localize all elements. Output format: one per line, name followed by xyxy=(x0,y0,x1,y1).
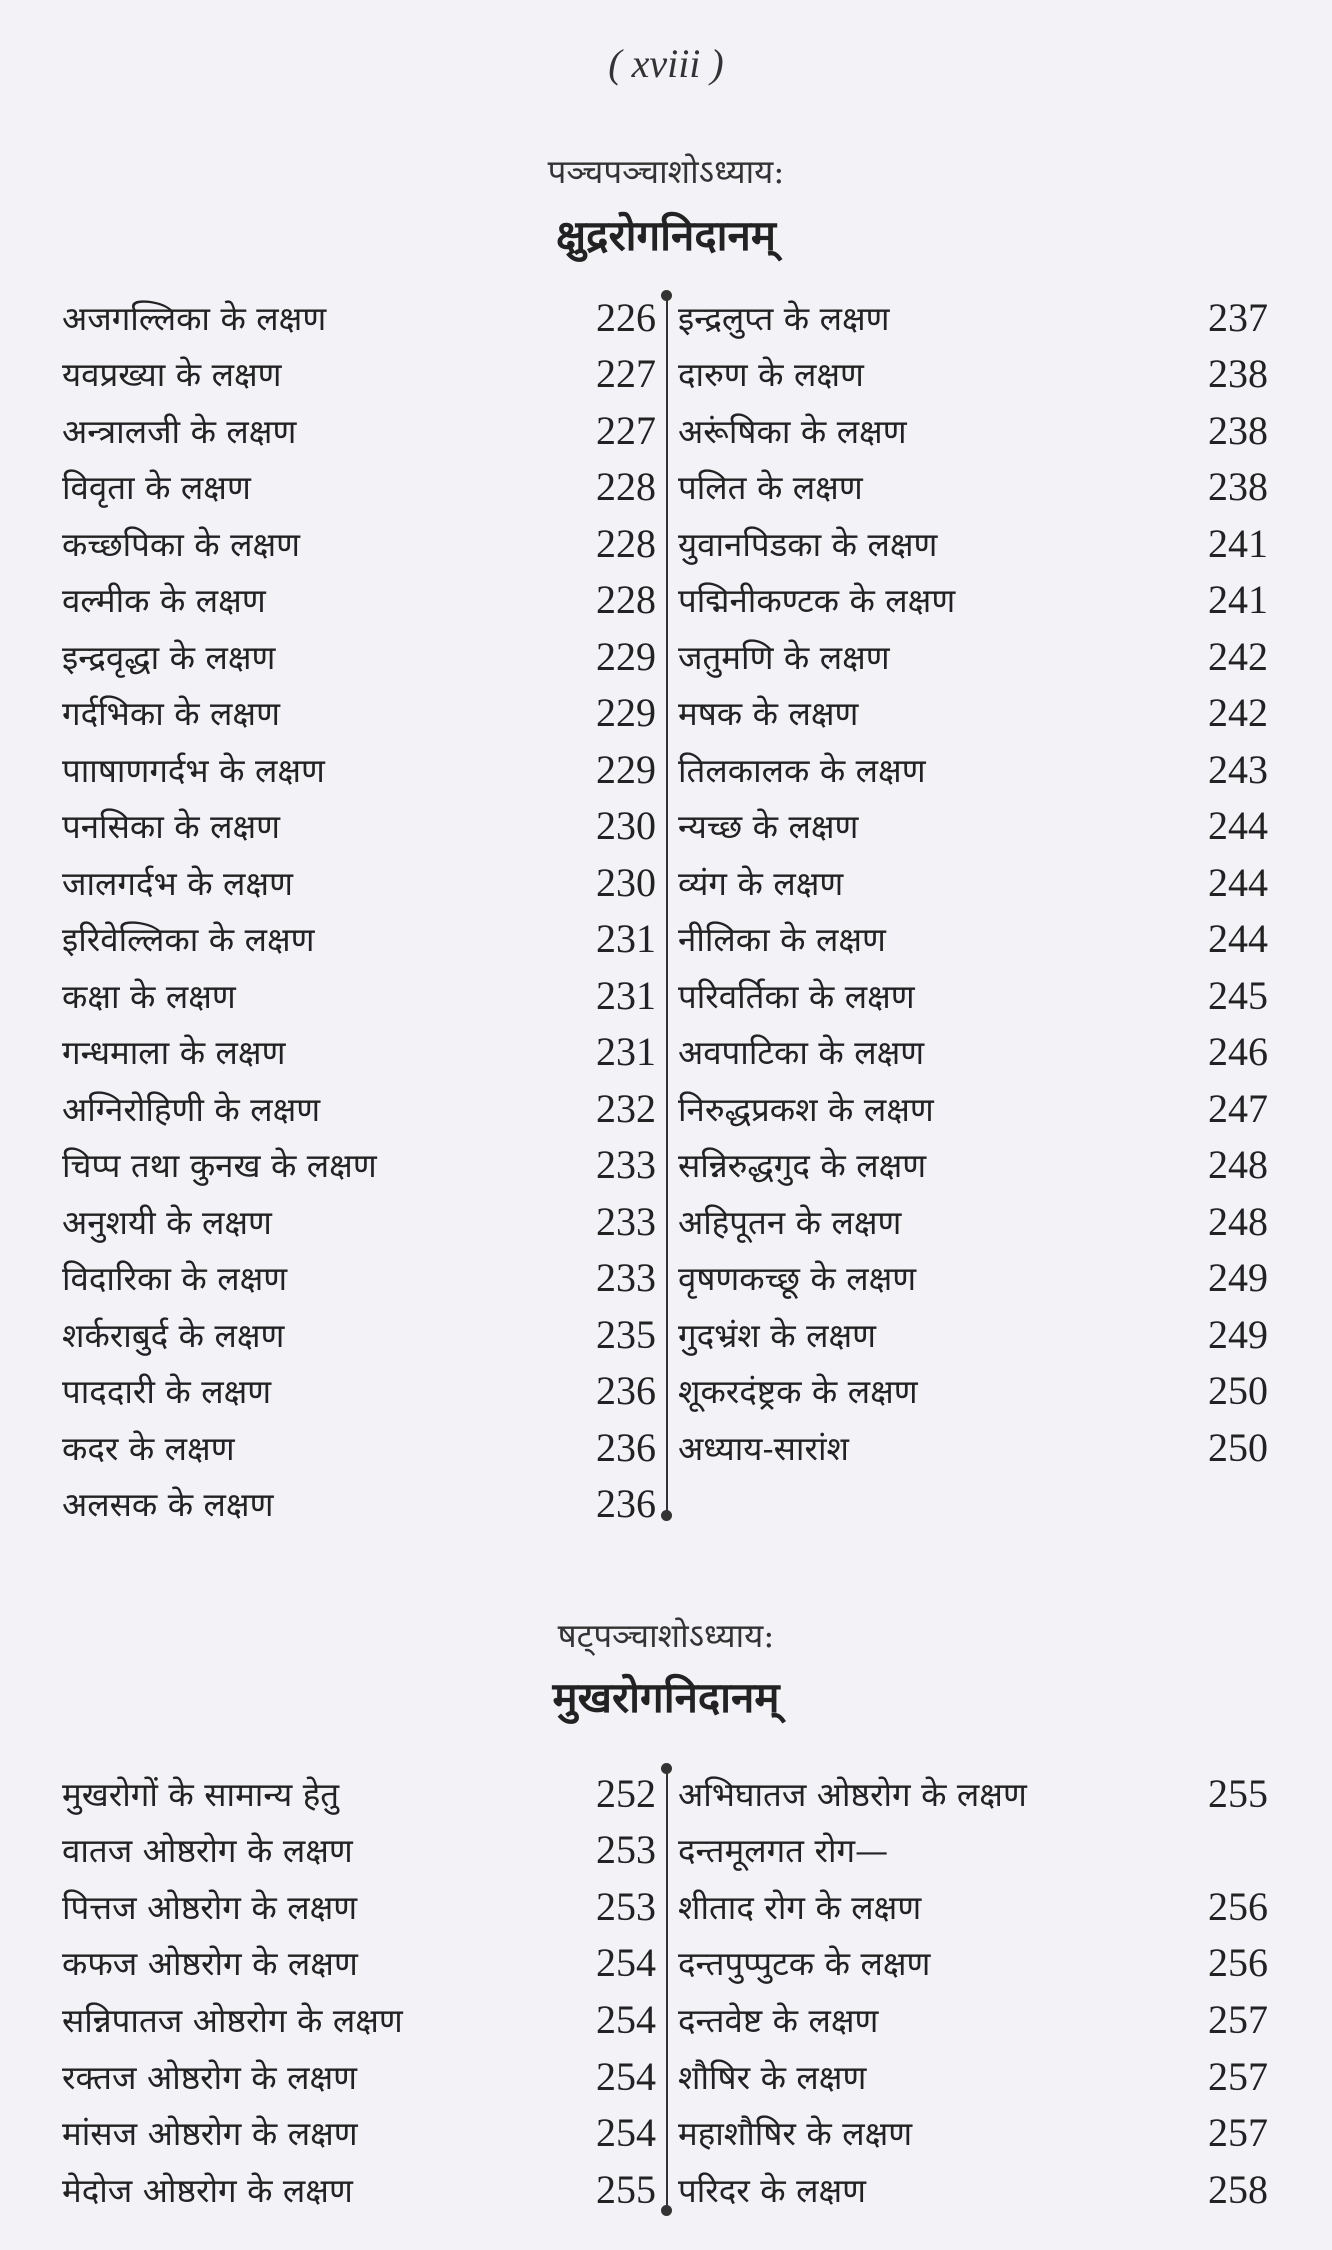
toc-entry xyxy=(62,1083,656,1133)
toc-entry-page: 247 xyxy=(1208,1085,1268,1131)
toc-entry-title: पनसिका के लक्षण xyxy=(62,807,281,846)
toc-entry-title: रक्तज ओष्ठरोग के लक्षण xyxy=(62,2057,358,2097)
toc-entry xyxy=(678,518,1268,568)
toc-entry-page: 252 xyxy=(596,1770,656,1816)
toc-entry xyxy=(678,1422,1268,1472)
toc-entry xyxy=(678,462,1268,512)
column-divider xyxy=(666,1768,668,2210)
toc-entry-page: 230 xyxy=(596,803,656,848)
toc-entry-page: 242 xyxy=(1208,633,1268,679)
toc-entry-title: युवानपिडका के लक्षण xyxy=(678,524,938,564)
toc-entry-page: 226 xyxy=(596,294,656,340)
toc-entry-page: 227 xyxy=(596,351,656,396)
toc-entry-page: 258 xyxy=(1208,2166,1268,2212)
toc-entry-page: 254 xyxy=(596,1996,656,2042)
toc-entry-title: कक्षा के लक्षण xyxy=(62,976,236,1016)
toc-entry-page: 231 xyxy=(596,1029,656,1074)
toc-entry-title: इन्द्रलुप्त के लक्षण xyxy=(678,298,890,338)
toc-entry xyxy=(62,970,656,1020)
toc-entry-title: जतुमणि के लक्षण xyxy=(678,637,890,677)
toc-entry-page: 236 xyxy=(596,1368,656,1413)
toc-entry-title: वल्मीक के लक्षण xyxy=(62,581,266,620)
toc-entry-page: 250 xyxy=(1208,1424,1268,1470)
toc-entry xyxy=(678,349,1268,399)
toc-entry-page: 244 xyxy=(1208,916,1268,961)
toc-entry xyxy=(62,349,656,399)
toc-entry xyxy=(62,1140,656,1190)
toc-entry xyxy=(678,1938,1268,1988)
toc-entry-title: इन्द्रवृद्धा के लक्षण xyxy=(62,637,276,677)
toc-entry-title: पद्मिनीकण्टक के लक्षण xyxy=(678,581,956,620)
toc-entry-title: दन्तमूलगत रोग— xyxy=(678,1831,889,1871)
toc-entry-page: 254 xyxy=(596,2053,656,2099)
toc-entry-page: 244 xyxy=(1208,859,1268,905)
toc-entry-page: 228 xyxy=(596,577,656,622)
toc-entry-title: कच्छपिका के लक्षण xyxy=(62,524,301,564)
toc-entry xyxy=(62,744,656,794)
toc-entry-title: कदर के लक्षण xyxy=(62,1428,235,1468)
divider-end-dot xyxy=(661,1510,672,1521)
chapter-56-title: मुखरोगनिदानम् xyxy=(552,1673,780,1722)
toc-entry xyxy=(678,1083,1268,1133)
chapter-55-subtitle: पञ्चपञ्चाशोऽध्याय: xyxy=(547,152,785,191)
toc-entry xyxy=(678,1309,1268,1359)
toc-entry-title: निरुद्धप्रकश के लक्षण xyxy=(678,1089,934,1129)
toc-entry xyxy=(678,1253,1268,1303)
toc-entry-title: दन्तपुप्पुटक के लक्षण xyxy=(678,1944,931,1984)
chapter-55-title: क्षुद्ररोगनिदानम् xyxy=(556,211,776,260)
toc-entry-page: 236 xyxy=(596,1481,656,1526)
toc-entry-title: तिलकालक के लक्षण xyxy=(678,750,926,790)
toc-entry xyxy=(678,405,1268,455)
toc-entry-title: शौषिर के लक्षण xyxy=(678,2057,867,2097)
toc-entry-title: शूकरदंष्ट्रक के लक्षण xyxy=(678,1372,918,1411)
toc-entry-title: इरिवेल्लिका के लक्षण xyxy=(62,920,315,959)
toc-entry-page: 253 xyxy=(596,1883,656,1929)
toc-entry xyxy=(62,405,656,455)
toc-entry-page: 254 xyxy=(596,2110,656,2156)
toc-entry xyxy=(62,1825,656,1875)
toc-entry-title: दारुण के लक्षण xyxy=(678,355,864,394)
toc-entry-page: 257 xyxy=(1208,2053,1268,2099)
toc-entry-page: 245 xyxy=(1208,972,1268,1018)
toc-entry xyxy=(62,631,656,681)
toc-entry-page: 249 xyxy=(1208,1255,1268,1300)
toc-entry-title: विवृता के लक्षण xyxy=(62,468,251,507)
toc-entry-title: अवपाटिका के लक्षण xyxy=(678,1033,925,1072)
toc-entry xyxy=(678,914,1268,964)
toc-entry-title: जालगर्दभ के लक्षण xyxy=(62,863,293,903)
toc-entry-title: अध्याय-सारांश xyxy=(678,1428,849,1468)
toc-entry-title: वातज ओष्ठरोग के लक्षण xyxy=(62,1831,353,1871)
toc-entry-page: 235 xyxy=(596,1311,656,1357)
toc-entry xyxy=(62,1994,656,2044)
toc-entry xyxy=(678,292,1268,342)
toc-entry xyxy=(62,2164,656,2214)
toc-entry-title: गर्दभिका के लक्षण xyxy=(62,694,280,733)
toc-entry-page: 248 xyxy=(1208,1198,1268,1244)
toc-entry-title: अनुशयी के लक्षण xyxy=(62,1202,272,1242)
toc-entry xyxy=(678,744,1268,794)
toc-entry-title: दन्तवेष्ट के लक्षण xyxy=(678,2000,879,2040)
toc-entry xyxy=(678,1366,1268,1416)
toc-entry xyxy=(62,2051,656,2101)
toc-entry xyxy=(678,1825,1268,1875)
toc-entry-title: विदारिका के लक्षण xyxy=(62,1259,288,1298)
toc-entry-page: 231 xyxy=(596,916,656,961)
toc-entry xyxy=(678,631,1268,681)
toc-entry-page: 238 xyxy=(1208,464,1268,509)
toc-entry-page: 256 xyxy=(1208,1883,1268,1929)
toc-entry xyxy=(62,1881,656,1931)
toc-entry xyxy=(62,1768,656,1818)
toc-entry xyxy=(62,1938,656,1988)
toc-entry xyxy=(62,2108,656,2158)
chapter-56-subtitle: षट्पञ्चाशोऽध्याय: xyxy=(557,1616,775,1655)
toc-entry xyxy=(62,462,656,512)
toc-entry-page: 257 xyxy=(1208,1996,1268,2042)
toc-entry-page: 227 xyxy=(596,407,656,453)
toc-entry-title: कफज ओष्ठरोग के लक्षण xyxy=(62,1944,358,1984)
divider-end-dot xyxy=(661,1763,672,1774)
toc-entry xyxy=(678,1027,1268,1077)
toc-entry-page: 244 xyxy=(1208,803,1268,848)
toc-entry-page: 249 xyxy=(1208,1311,1268,1357)
toc-entry-page: 229 xyxy=(596,746,656,792)
toc-entry-page: 229 xyxy=(596,633,656,679)
toc-entry-page: 236 xyxy=(596,1424,656,1470)
toc-entry-page: 233 xyxy=(596,1198,656,1244)
toc-entry xyxy=(62,1422,656,1472)
toc-entry-page: 241 xyxy=(1208,520,1268,566)
toc-entry xyxy=(62,1309,656,1359)
toc-entry-page: 237 xyxy=(1208,294,1268,340)
toc-entry-title: पााषाणगर्दभ के लक्षण xyxy=(62,750,325,790)
toc-entry-page: 257 xyxy=(1208,2110,1268,2156)
toc-entry-page: 238 xyxy=(1208,407,1268,453)
toc-entry-title: अजगल्लिका के लक्षण xyxy=(62,298,327,338)
toc-entry-page: 228 xyxy=(596,464,656,509)
toc-entry-title: महाशौषिर के लक्षण xyxy=(678,2114,913,2154)
toc-entry-page: 229 xyxy=(596,690,656,735)
column-divider xyxy=(666,295,668,1515)
toc-entry xyxy=(678,2164,1268,2214)
toc-entry xyxy=(62,1196,656,1246)
toc-entry xyxy=(678,1140,1268,1190)
toc-entry-page: 241 xyxy=(1208,577,1268,622)
toc-entry-title: अभिघातज ओष्ठरोग के लक्षण xyxy=(678,1774,1027,1814)
toc-entry-title: नीलिका के लक्षण xyxy=(678,920,886,959)
toc-entry-page: 253 xyxy=(596,1827,656,1873)
toc-entry-title: पलित के लक्षण xyxy=(678,468,863,507)
toc-entry-page: 243 xyxy=(1208,746,1268,792)
toc-entry-title: मुखरोगों के सामान्य हेतु xyxy=(62,1774,340,1814)
toc-entry xyxy=(678,1768,1268,1818)
toc-entry xyxy=(678,2108,1268,2158)
toc-entry xyxy=(678,857,1268,907)
toc-entry-title: अलसक के लक्षण xyxy=(62,1485,274,1524)
toc-entry xyxy=(678,1994,1268,2044)
toc-entry-page: 230 xyxy=(596,859,656,905)
toc-entry xyxy=(62,857,656,907)
toc-entry-page: 233 xyxy=(596,1142,656,1187)
toc-entry xyxy=(62,518,656,568)
toc-entry-title: सन्निपातज ओष्ठरोग के लक्षण xyxy=(62,2000,403,2040)
toc-entry-title: गन्धमाला के लक्षण xyxy=(62,1033,286,1072)
toc-entry-title: शर्कराबुर्द के लक्षण xyxy=(62,1315,285,1355)
toc-entry-title: पाददारी के लक्षण xyxy=(62,1372,272,1411)
toc-entry xyxy=(678,1196,1268,1246)
toc-entry-page: 231 xyxy=(596,972,656,1018)
toc-entry-title: अग्निरोहिणी के लक्षण xyxy=(62,1089,321,1129)
toc-entry-page: 248 xyxy=(1208,1142,1268,1187)
toc-entry xyxy=(678,970,1268,1020)
toc-entry xyxy=(62,801,656,851)
toc-entry-title: व्यंग के लक्षण xyxy=(678,863,844,903)
toc-entry-page: 233 xyxy=(596,1255,656,1300)
toc-entry-page: 256 xyxy=(1208,1940,1268,1986)
toc-entry xyxy=(62,1027,656,1077)
toc-entry-title: गुदभ्रंश के लक्षण xyxy=(678,1315,876,1355)
toc-entry-title: न्यच्छ के लक्षण xyxy=(678,807,859,846)
toc-entry-title: मषक के लक्षण xyxy=(678,694,859,733)
toc-entry-title: सन्निरुद्धगुद के लक्षण xyxy=(678,1146,927,1185)
toc-entry xyxy=(62,292,656,342)
toc-entry-title: मेदोज ओष्ठरोग के लक्षण xyxy=(62,2170,353,2210)
toc-entry-page: 242 xyxy=(1208,690,1268,735)
toc-entry-title: परिदर के लक्षण xyxy=(678,2170,867,2210)
toc-entry-title: चिप्प तथा कुनख के लक्षण xyxy=(62,1146,377,1185)
divider-end-dot xyxy=(661,2205,672,2216)
toc-entry-title: अहिपूतन के लक्षण xyxy=(678,1202,902,1242)
toc-entry-title: अरूंषिका के लक्षण xyxy=(678,411,907,451)
toc-entry-title: यवप्रख्या के लक्षण xyxy=(62,355,282,394)
toc-entry-page: 238 xyxy=(1208,351,1268,396)
toc-entry-page: 255 xyxy=(596,2166,656,2212)
toc-entry xyxy=(678,575,1268,625)
toc-entry-title: अन्त्रालजी के लक्षण xyxy=(62,411,297,451)
toc-entry-title: मांसज ओष्ठरोग के लक्षण xyxy=(62,2114,358,2154)
toc-entry-page: 255 xyxy=(1208,1770,1268,1816)
toc-entry-page: 250 xyxy=(1208,1368,1268,1413)
toc-entry-title: पित्तज ओष्ठरोग के लक्षण xyxy=(62,1887,358,1927)
toc-entry-title: शीताद रोग के लक्षण xyxy=(678,1887,922,1927)
toc-entry-page: 254 xyxy=(596,1940,656,1986)
toc-entry-title: वृषणकच्छू के लक्षण xyxy=(678,1259,917,1298)
toc-entry xyxy=(678,1881,1268,1931)
toc-entry xyxy=(62,1366,656,1416)
toc-entry xyxy=(678,2051,1268,2101)
toc-entry-page: 228 xyxy=(596,520,656,566)
divider-end-dot xyxy=(661,290,672,301)
toc-entry xyxy=(62,688,656,738)
toc-entry xyxy=(62,575,656,625)
toc-entry xyxy=(62,914,656,964)
toc-entry xyxy=(678,688,1268,738)
toc-entry-title: परिवर्तिका के लक्षण xyxy=(678,976,915,1016)
toc-entry-page: 246 xyxy=(1208,1029,1268,1074)
toc-entry xyxy=(62,1253,656,1303)
toc-entry-page: 232 xyxy=(596,1085,656,1131)
toc-entry xyxy=(678,801,1268,851)
toc-entry xyxy=(62,1479,656,1529)
page-number: ( xviii ) xyxy=(608,41,724,86)
